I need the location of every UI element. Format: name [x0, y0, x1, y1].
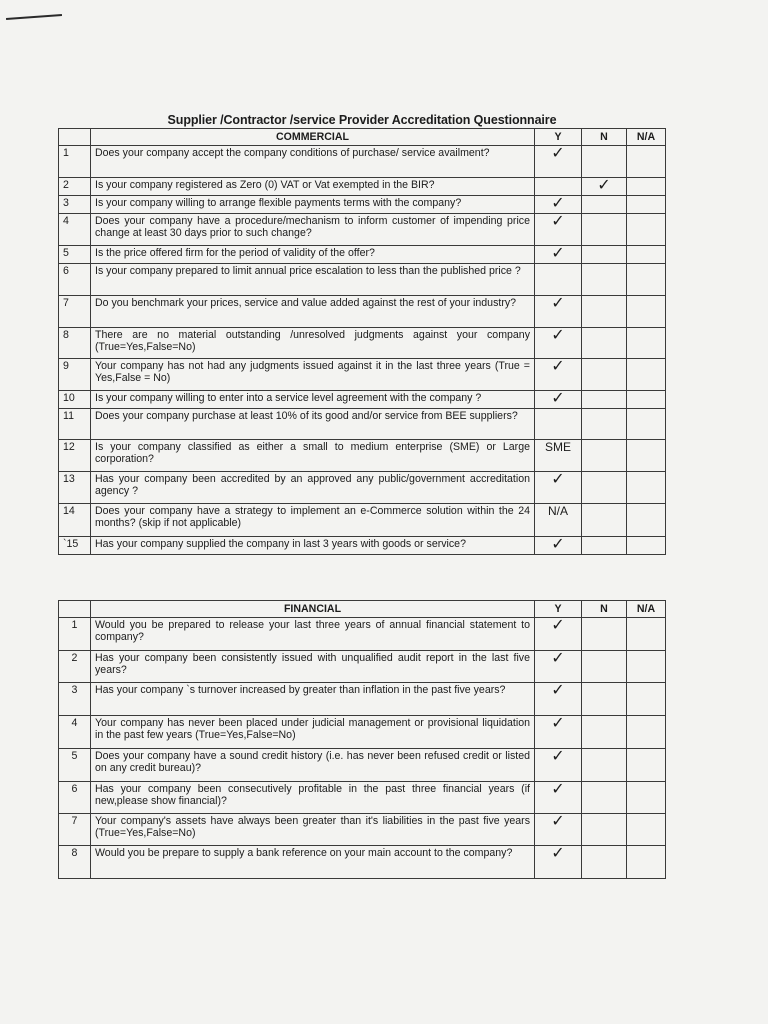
answer-no-cell[interactable]	[582, 296, 627, 328]
question-text: Has your company been consecutively profitable in the past three financial years (if new,please show financial)?	[91, 782, 535, 814]
question-text: Do you benchmark your prices, service and value added against the rest of your industry?	[91, 296, 535, 328]
financial-question-row	[59, 846, 666, 879]
commercial-question-row	[59, 214, 666, 246]
question-text: Is your company classified as either a small to medium enterprise (SME) or Large corporation?	[91, 440, 535, 472]
answer-no-cell[interactable]	[582, 504, 627, 537]
financial-questionnaire-table	[58, 600, 666, 879]
answer-yes-cell[interactable]: ✓	[535, 246, 582, 264]
question-number: 1	[59, 146, 91, 178]
question-number: 2	[59, 178, 91, 196]
answer-no-cell[interactable]	[582, 146, 627, 178]
question-number: 9	[59, 359, 91, 391]
answer-na-cell[interactable]	[627, 814, 666, 846]
question-text: Your company's assets have always been greater than it's liabilities in the past five years (True=Yes,False=No)	[91, 814, 535, 846]
financial-question-row	[59, 683, 666, 716]
answer-yes-cell[interactable]: ✓	[535, 716, 582, 749]
answer-yes-cell[interactable]: ✓	[535, 814, 582, 846]
question-text: Is your company prepared to limit annual price escalation to less than the published price ?	[91, 264, 535, 296]
question-text: Is the price offered firm for the period of validity of the offer?	[91, 246, 535, 264]
na-column-header: N/A	[627, 129, 666, 146]
question-text: Does your company purchase at least 10% of its good and/or service from BEE suppliers?	[91, 409, 535, 440]
answer-yes-cell[interactable]: N/A	[535, 504, 582, 537]
answer-no-cell[interactable]: ✓	[582, 178, 627, 196]
question-text: Has your company `s turnover increased by greater than inflation in the past five years?	[91, 683, 535, 716]
question-number: 6	[59, 782, 91, 814]
answer-yes-cell[interactable]: ✓	[535, 359, 582, 391]
question-number: 4	[59, 214, 91, 246]
question-number: 6	[59, 264, 91, 296]
commercial-question-row	[59, 472, 666, 504]
financial-question-row	[59, 618, 666, 651]
na-column-header: N/A	[627, 601, 666, 618]
answer-yes-cell[interactable]: ✓	[535, 618, 582, 651]
question-text: Is your company willing to enter into a service level agreement with the company ?	[91, 391, 535, 409]
answer-na-cell[interactable]	[627, 537, 666, 555]
answer-no-cell[interactable]	[582, 683, 627, 716]
commercial-question-row	[59, 409, 666, 440]
answer-na-cell[interactable]	[627, 178, 666, 196]
answer-no-cell[interactable]	[582, 246, 627, 264]
answer-yes-cell[interactable]: ✓	[535, 296, 582, 328]
question-number: `15	[59, 537, 91, 555]
answer-no-cell[interactable]	[582, 537, 627, 555]
answer-yes-cell[interactable]	[535, 409, 582, 440]
answer-na-cell[interactable]	[627, 618, 666, 651]
question-number: 12	[59, 440, 91, 472]
question-text: Does your company have a strategy to implement an e-Commerce solution within the 24 months? (skip if not applicable)	[91, 504, 535, 537]
number-column-header	[59, 601, 91, 618]
answer-yes-cell[interactable]	[535, 264, 582, 296]
financial-question-row	[59, 749, 666, 782]
question-text: Has your company been accredited by an approved any public/government accreditation agency ?	[91, 472, 535, 504]
answer-no-cell[interactable]	[582, 716, 627, 749]
answer-yes-cell[interactable]: ✓	[535, 391, 582, 409]
answer-no-cell[interactable]	[582, 409, 627, 440]
answer-no-cell[interactable]	[582, 651, 627, 683]
question-text: Would you be prepared to release your last three years of annual financial statement to company?	[91, 618, 535, 651]
answer-na-cell[interactable]	[627, 846, 666, 879]
answer-yes-cell[interactable]: ✓	[535, 146, 582, 178]
question-text: Does your company have a procedure/mechanism to inform customer of impending price change at least 30 days prior to such change?	[91, 214, 535, 246]
answer-no-cell[interactable]	[582, 846, 627, 879]
answer-na-cell[interactable]	[627, 472, 666, 504]
answer-na-cell[interactable]	[627, 264, 666, 296]
answer-no-cell[interactable]	[582, 749, 627, 782]
question-number: 7	[59, 296, 91, 328]
financial-question-row	[59, 782, 666, 814]
question-text: Does your company accept the company conditions of purchase/ service availment?	[91, 146, 535, 178]
answer-no-cell[interactable]	[582, 264, 627, 296]
answer-na-cell[interactable]	[627, 359, 666, 391]
answer-na-cell[interactable]	[627, 440, 666, 472]
answer-yes-cell[interactable]: ✓	[535, 782, 582, 814]
answer-no-cell[interactable]	[582, 472, 627, 504]
commercial-question-row	[59, 359, 666, 391]
question-number: 10	[59, 391, 91, 409]
financial-section-heading: FINANCIAL	[91, 601, 535, 618]
answer-na-cell[interactable]	[627, 391, 666, 409]
answer-yes-cell[interactable]: SME	[535, 440, 582, 472]
question-number: 5	[59, 246, 91, 264]
answer-no-cell[interactable]	[582, 814, 627, 846]
answer-no-cell[interactable]	[582, 196, 627, 214]
no-column-header: N	[582, 129, 627, 146]
answer-no-cell[interactable]	[582, 328, 627, 359]
answer-na-cell[interactable]	[627, 246, 666, 264]
financial-question-row	[59, 651, 666, 683]
answer-na-cell[interactable]	[627, 196, 666, 214]
commercial-question-row	[59, 440, 666, 472]
scan-pen-mark	[6, 14, 62, 20]
answer-na-cell[interactable]	[627, 504, 666, 537]
question-number: 8	[59, 328, 91, 359]
question-number: 3	[59, 683, 91, 716]
question-number: 2	[59, 651, 91, 683]
question-text: Is your company willing to arrange flexible payments terms with the company?	[91, 196, 535, 214]
answer-yes-cell[interactable]: ✓	[535, 846, 582, 879]
answer-yes-cell[interactable]: ✓	[535, 196, 582, 214]
question-number: 7	[59, 814, 91, 846]
answer-no-cell[interactable]	[582, 782, 627, 814]
question-number: 11	[59, 409, 91, 440]
no-column-header: N	[582, 601, 627, 618]
question-text: Would you be prepare to supply a bank reference on your main account to the company?	[91, 846, 535, 879]
question-text: Has your company supplied the company in last 3 years with goods or service?	[91, 537, 535, 555]
commercial-question-row	[59, 391, 666, 409]
question-number: 5	[59, 749, 91, 782]
answer-na-cell[interactable]	[627, 716, 666, 749]
answer-na-cell[interactable]	[627, 651, 666, 683]
answer-yes-cell[interactable]: ✓	[535, 537, 582, 555]
commercial-question-row	[59, 146, 666, 178]
commercial-questionnaire-table	[58, 128, 666, 555]
answer-na-cell[interactable]	[627, 146, 666, 178]
financial-question-row	[59, 716, 666, 749]
answer-na-cell[interactable]	[627, 296, 666, 328]
answer-na-cell[interactable]	[627, 749, 666, 782]
question-text: There are no material outstanding /unresolved judgments against your company (True=Yes,False=No)	[91, 328, 535, 359]
answer-na-cell[interactable]	[627, 409, 666, 440]
question-number: 14	[59, 504, 91, 537]
number-column-header	[59, 129, 91, 146]
question-number: 3	[59, 196, 91, 214]
question-text: Is your company registered as Zero (0) VAT or Vat exempted in the BIR?	[91, 178, 535, 196]
financial-question-row	[59, 814, 666, 846]
commercial-question-row	[59, 178, 666, 196]
answer-na-cell[interactable]	[627, 782, 666, 814]
answer-yes-cell[interactable]: ✓	[535, 214, 582, 246]
answer-no-cell[interactable]	[582, 214, 627, 246]
commercial-header-row	[59, 129, 666, 146]
financial-header-row	[59, 601, 666, 618]
answer-na-cell[interactable]	[627, 328, 666, 359]
answer-yes-cell[interactable]: ✓	[535, 749, 582, 782]
answer-yes-cell[interactable]: ✓	[535, 472, 582, 504]
question-number: 4	[59, 716, 91, 749]
question-number: 1	[59, 618, 91, 651]
answer-yes-cell[interactable]: ✓	[535, 651, 582, 683]
commercial-question-row	[59, 246, 666, 264]
answer-na-cell[interactable]	[627, 683, 666, 716]
answer-no-cell[interactable]	[582, 359, 627, 391]
commercial-question-row	[59, 328, 666, 359]
question-text: Has your company been consistently issued with unqualified audit report in the last five years?	[91, 651, 535, 683]
yes-column-header: Y	[535, 601, 582, 618]
yes-column-header: Y	[535, 129, 582, 146]
commercial-section-heading: COMMERCIAL	[91, 129, 535, 146]
answer-yes-cell[interactable]: ✓	[535, 683, 582, 716]
commercial-question-row	[59, 196, 666, 214]
commercial-question-row	[59, 264, 666, 296]
question-text: Does your company have a sound credit history (i.e. has never been refused credit or listed on any credit bureau)?	[91, 749, 535, 782]
answer-yes-cell[interactable]: ✓	[535, 328, 582, 359]
question-number: 8	[59, 846, 91, 879]
answer-na-cell[interactable]	[627, 214, 666, 246]
answer-no-cell[interactable]	[582, 440, 627, 472]
question-text: Your company has not had any judgments issued against it in the last three years (True = Yes,False = No)	[91, 359, 535, 391]
commercial-question-row	[59, 537, 666, 555]
question-text: Your company has never been placed under judicial management or provisional liquidation in the past few years (True=Yes,False=No)	[91, 716, 535, 749]
commercial-question-row	[59, 296, 666, 328]
question-number: 13	[59, 472, 91, 504]
answer-no-cell[interactable]	[582, 391, 627, 409]
commercial-question-row	[59, 504, 666, 537]
answer-no-cell[interactable]	[582, 618, 627, 651]
document-title: Supplier /Contractor /service Provider Accreditation Questionnaire	[167, 113, 557, 127]
